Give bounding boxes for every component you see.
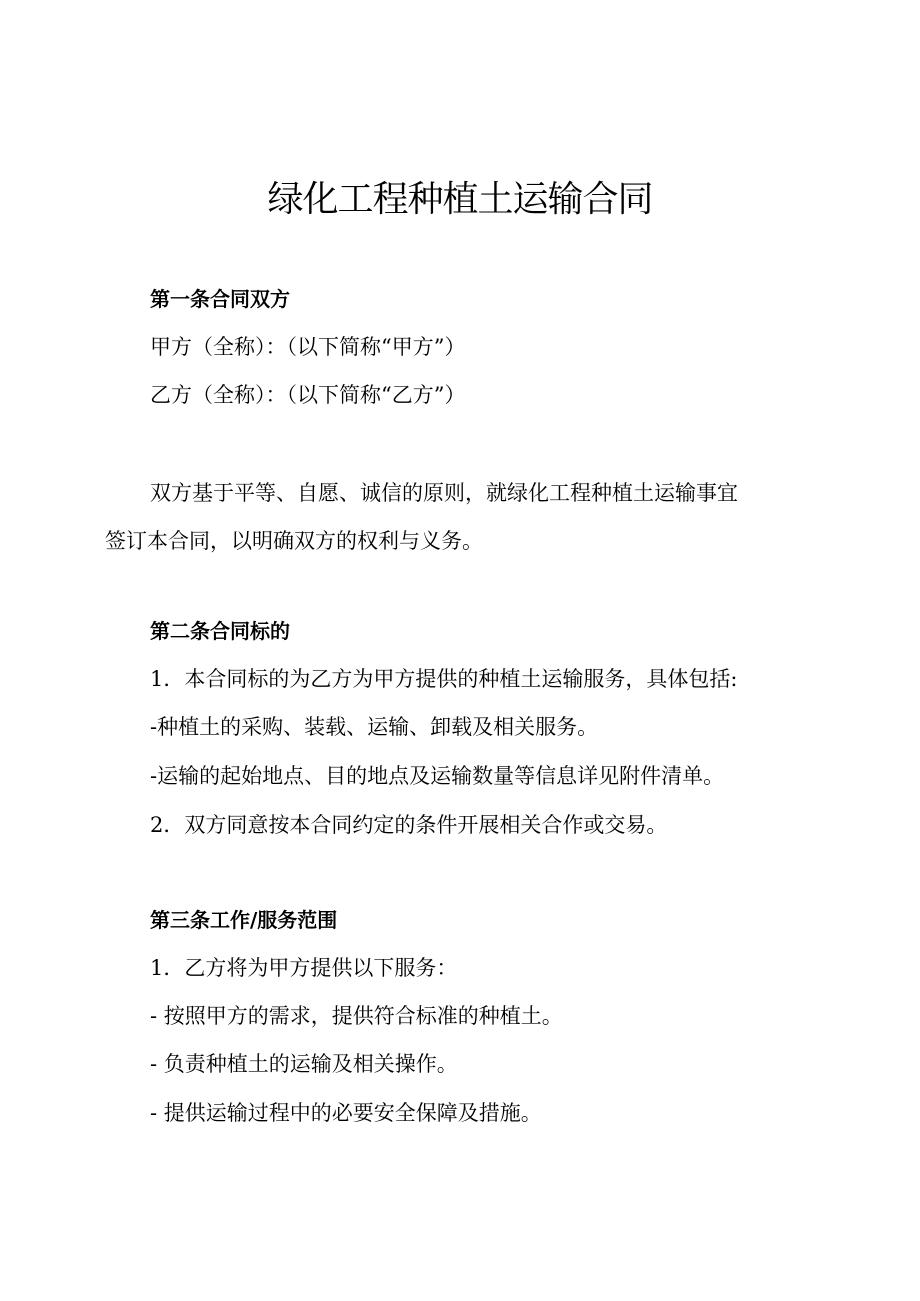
section-2-item-1: 1．本合同标的为乙方为甲方提供的种植土运输服务，具体包括:	[150, 667, 738, 691]
intro-line-1: 双方基于平等、自愿、诚信的原则，就绿化工程种植土运输事宜	[150, 481, 738, 505]
section-3-item-1: 1．乙方将为甲方提供以下服务：	[150, 956, 458, 980]
section-3-heading: 第三条工作/服务范围	[150, 908, 338, 932]
section-2-item-2: 2．双方同意按本合同约定的条件开展相关合作或交易。	[150, 813, 668, 837]
section-3-sub-3: - 提供运输过程中的必要安全保障及措施。	[150, 1101, 542, 1125]
section-2-item-1-sub-1: -种植土的采购、装载、运输、卸载及相关服务。	[150, 715, 599, 739]
section-2-item-1-sub-2: -运输的起始地点、目的地点及运输数量等信息详见附件清单。	[150, 764, 725, 788]
party-b-line: 乙方（全称）：（以下简称“乙方”）	[150, 383, 466, 407]
section-1-heading: 第一条合同双方	[150, 287, 290, 311]
intro-line-2: 签订本合同，以明确双方的权利与义务。	[105, 529, 483, 553]
section-2-heading: 第二条合同标的	[150, 619, 290, 643]
party-a-line: 甲方（全称）：（以下简称“甲方”）	[150, 335, 466, 359]
section-3-sub-2: - 负责种植土的运输及相关操作。	[150, 1052, 458, 1076]
section-3-sub-1: - 按照甲方的需求，提供符合标准的种植土。	[150, 1004, 563, 1028]
document-title: 绿化工程种植土运输合同	[267, 179, 653, 220]
